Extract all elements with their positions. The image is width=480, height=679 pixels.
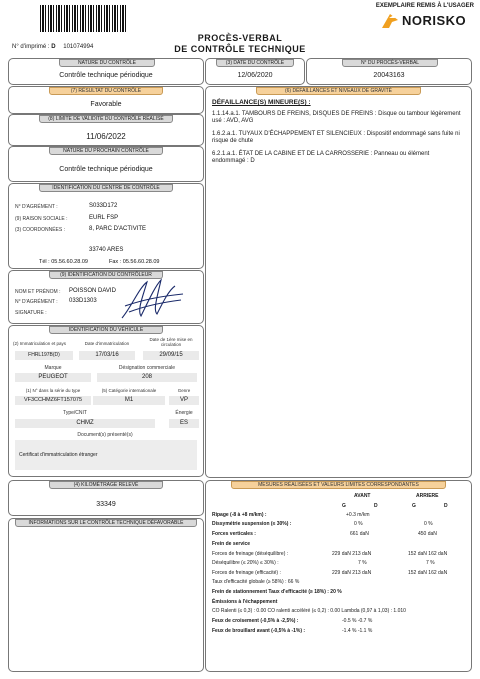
measure-avant: -1.4 % -1.1 %	[342, 628, 373, 634]
vin-label: (1) N° dans la série du type	[25, 388, 81, 393]
energy-value: ES	[169, 419, 199, 428]
measures-label: MESURES RÉALISÉES ET VALEURS LIMITES CORRESPONDANTES	[231, 481, 446, 489]
defect-item: 1.1.14.a.1. TAMBOURS DE FREINS, DISQUES DE FREINS : Disque ou tambour légèrement usé : AVD, AVG	[212, 111, 461, 124]
first-reg-label: Date d'immatriculation	[84, 341, 130, 346]
result-box	[8, 86, 204, 114]
marque-label: Marque	[44, 365, 62, 371]
measure-label: Frein de stationnement Taux d'efficacité (≥ 18%) : 20 %	[212, 589, 342, 595]
validity-label: (8) LIMITE DE VALIDITÉ DU CONTRÔLE RÉALISÉ	[39, 115, 173, 123]
measure-arriere: 152 daN 162 daN	[408, 570, 448, 576]
energy-label: Énergie	[175, 410, 193, 416]
measure-arriere: 7 %	[426, 560, 435, 566]
category-value: M1	[93, 396, 165, 405]
copy-note: EXEMPLAIRE REMIS À L'USAGER	[375, 3, 474, 9]
marque-value: PEUGEOT	[15, 373, 91, 382]
controller-label: (9) IDENTIFICATION DU CONTRÔLEUR	[49, 271, 163, 279]
brand-logo	[380, 12, 480, 30]
km-box	[8, 480, 204, 516]
vehicle-label: IDENTIFICATION DU VÉHICULE	[49, 326, 163, 334]
centre-address-line1: 8, PARC D'ACTIVITE	[89, 226, 147, 232]
centre-raison-label: (9) RAISON SOCIALE :	[15, 216, 68, 222]
measure-arriere: 152 daN 162 daN	[408, 551, 448, 557]
immat-value: FHRL197B(D)	[15, 351, 73, 360]
print-number-letter: D	[51, 44, 56, 50]
defects-box	[205, 86, 472, 478]
controller-signature-label: SIGNATURE :	[15, 310, 47, 316]
measure-avant: 7 %	[358, 560, 367, 566]
next-control-box	[8, 146, 204, 182]
defect-item: 6.2.1.a.1. ÉTAT DE LA CABINE ET DE LA CARROSSERIE : Panneau ou élément endommagé : D	[212, 151, 430, 164]
measure-label: Ripage (-8 à +8 m/km) :	[212, 512, 267, 518]
date-value: 12/06/2020	[237, 72, 273, 79]
measure-avant: 661 daN	[350, 531, 369, 537]
controller-name-value: POISSON DAVID	[69, 288, 116, 294]
pv-number-value: 20043163	[373, 72, 405, 79]
date-box	[205, 58, 305, 85]
centre-phone	[39, 259, 88, 265]
category-label: (5) Catégorie internationale	[101, 388, 157, 393]
print-number-value: 101074994	[63, 44, 94, 50]
avant-g-header: G	[342, 503, 346, 509]
vin-value: VF3CCHMZ6FT157075	[15, 396, 91, 405]
centre-tel-label: Tél :	[39, 259, 50, 265]
designation-label: Désignation commerciale	[118, 365, 176, 371]
measure-label: Déséquilibre (≤ 20%) ≤ 30%) :	[212, 560, 279, 566]
km-label: (4) KILOMÉTRAGE RELEVÉ	[49, 481, 163, 489]
nature-label: NATURE DU CONTRÔLE	[59, 59, 155, 67]
defects-heading: DÉFAILLANCE(S) MINEURE(S) :	[212, 99, 311, 106]
measure-avant: 229 daN 213 daN	[332, 551, 372, 557]
next-control-label: NATURE DU PROCHAIN CONTRÔLE	[49, 147, 163, 155]
measure-label: Forces de freinage (efficacité) :	[212, 570, 281, 576]
measure-avant: -0.5 % -0.7 %	[342, 618, 373, 624]
pv-number-box	[306, 58, 472, 85]
measure-label: Forces verticales :	[212, 531, 256, 537]
centre-box	[8, 183, 204, 269]
centre-agrement-value: S033D172	[89, 203, 118, 209]
controller-box	[8, 270, 204, 324]
documents-field	[15, 440, 197, 470]
km-value: 33349	[96, 501, 116, 508]
centre-address-line2: 33740 ARES	[89, 247, 124, 253]
norisko-bird-icon	[380, 12, 400, 30]
arriere-g-header: G	[412, 503, 416, 509]
result-value: Favorable	[90, 101, 122, 108]
title-line2: DE CONTRÔLE TECHNIQUE	[174, 44, 306, 54]
first-circ-value: 29/09/15	[143, 351, 199, 360]
title-line1: PROCÈS-VERBAL	[197, 33, 283, 43]
barcode	[40, 5, 126, 32]
type-label: Type/CNIT	[63, 410, 87, 416]
brand-name: NORISKO	[402, 13, 467, 28]
arriere-header: ARRIERE	[416, 493, 439, 499]
pv-number-label: N° DU PROCÈS-VERBAL	[342, 59, 438, 67]
measure-arriere: 450 daN	[418, 531, 437, 537]
measure-label: Taux d'efficacité globale (≥ 58%) : 66 %	[212, 579, 300, 585]
controller-agrement-label: N° D'AGRÉMENT :	[15, 299, 58, 305]
first-circ-label: Date de 1ère mise en circulation	[149, 337, 193, 347]
measure-label: Forces de freinage (déséquilibre) :	[212, 551, 289, 557]
nature-value: Contrôle technique périodique	[59, 72, 153, 79]
vehicle-box	[8, 325, 204, 477]
measure-avant: 229 daN 213 daN	[332, 570, 372, 576]
documents-label: Document(s) présenté(s)	[77, 432, 133, 438]
measure-label: Feux de croisement (-0,5% à -2,5%) :	[212, 618, 299, 624]
measure-label: Frein de service	[212, 541, 251, 547]
centre-fax-value: 05.56.60.28.09	[122, 259, 160, 265]
measures-box	[205, 480, 472, 672]
immat-label: (2) Immatriculation et pays	[13, 341, 67, 346]
defects-label: (6) DÉFAILLANCES ET NIVEAUX DE GRAVITÉ	[256, 87, 421, 95]
next-control-value: Contrôle technique périodique	[59, 166, 153, 173]
centre-coord-label: (3) COORDONNÉES :	[15, 227, 66, 233]
measure-label: CO Ralenti (≤ 0,3) : 0.00 CO ralenti accéléré (≤ 0,2) : 0.00 Lambda (0,97 à 1,03) : 1.010	[212, 608, 406, 614]
validity-value: 11/06/2022	[86, 132, 126, 141]
genre-label: Genre	[177, 388, 191, 393]
first-reg-value: 17/03/16	[79, 351, 135, 360]
documents-value: Certificat d'immatriculation étranger	[19, 452, 98, 458]
type-value: CHMZ	[15, 419, 155, 428]
measure-avant: +0.3 m/km	[346, 512, 370, 518]
date-label: (3) DATE DU CONTRÔLE	[216, 59, 294, 67]
centre-fax	[109, 259, 159, 265]
centre-raison-value: EURL FSP	[89, 215, 119, 221]
centre-tel-value: 05.56.60.28.09	[51, 259, 88, 265]
controller-name-label: NOM ET PRÉNOM :	[15, 289, 61, 295]
avant-d-header: D	[374, 503, 378, 509]
print-number-label: N° d'imprimé :	[12, 44, 50, 50]
controller-agrement-value: 033D1303	[69, 298, 97, 304]
result-label: (7) RÉSULTAT DU CONTRÔLE	[49, 87, 163, 95]
centre-agrement-label: N° D'AGRÉMENT :	[15, 204, 58, 210]
unfavorable-info-box	[8, 518, 204, 672]
designation-value: 208	[97, 373, 197, 382]
nature-box	[8, 58, 204, 85]
signature-icon	[117, 276, 187, 324]
avant-header: AVANT	[354, 493, 371, 499]
defect-item: 1.6.2.a.1. TUYAUX D'ÉCHAPPEMENT ET SILENCIEUX : Dispositif endommagé sans fuite ni risque de chute	[212, 131, 460, 144]
validity-box	[8, 114, 204, 146]
centre-label: IDENTIFICATION DU CENTRE DE CONTRÔLE	[39, 184, 173, 192]
arriere-d-header: D	[444, 503, 448, 509]
measure-avant: 0 %	[354, 521, 363, 527]
measure-arriere: 0 %	[424, 521, 433, 527]
centre-fax-label: Fax :	[109, 259, 122, 265]
genre-value: VP	[169, 396, 199, 405]
measure-label: Émissions à l'échappement	[212, 599, 278, 605]
measure-label: Feux de brouillard avant (-0,5% à -1%) :	[212, 628, 306, 634]
measure-label: Dissymétrie suspension (≤ 30%) :	[212, 521, 292, 527]
print-number	[12, 44, 93, 50]
unfavorable-info-label: INFORMATIONS SUR LE CONTRÔLE TECHNIQUE DÉFAVORABLE	[15, 519, 197, 527]
